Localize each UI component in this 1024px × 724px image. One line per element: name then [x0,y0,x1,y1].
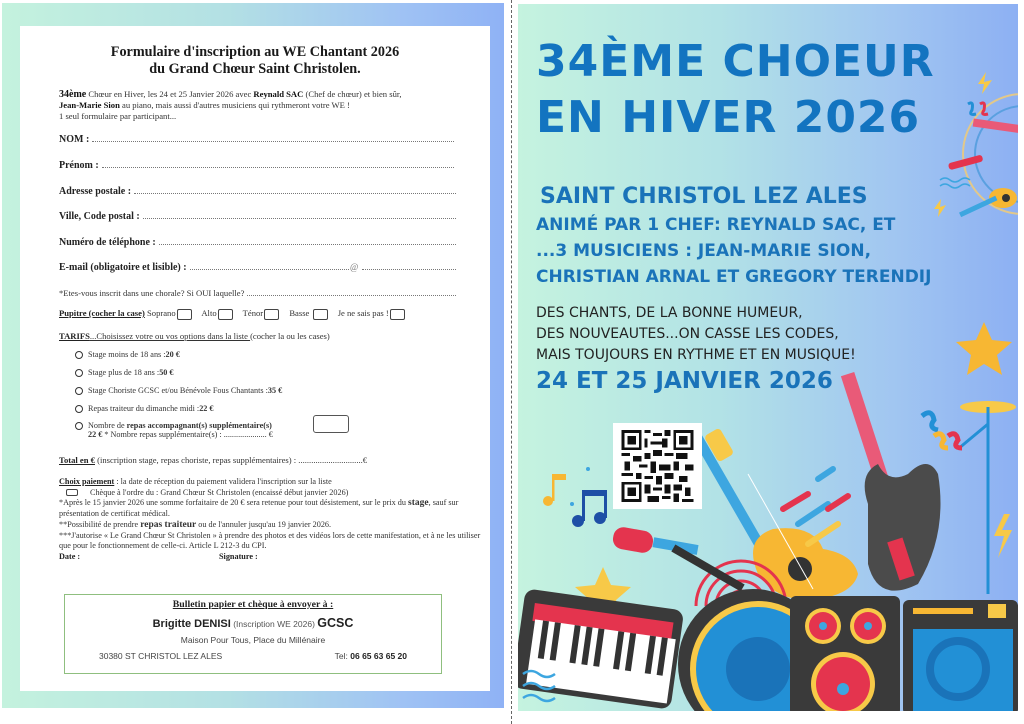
qr-code[interactable] [613,423,702,509]
total-label: Total en € [59,455,95,465]
field-adresse[interactable] [59,186,456,197]
option-basse: Basse [289,308,310,318]
field-telephone[interactable] [59,237,456,248]
field-email[interactable] [59,262,456,273]
intro-part: au piano, mais aussi d'autres musiciens qui rythmeront votre WE ! [119,100,350,110]
recipient-city: 30380 ST CHRISTOL LEZ ALES [99,651,223,661]
radio-icon[interactable] [75,405,83,413]
poster-performers [536,212,931,290]
mailing-title: Bulletin papier et chèque à envoyer à : [172,599,334,610]
option-price: 20 € [165,350,180,359]
note-3: ***J'autorise « Le Grand Chœur St Christolen » à prendre des photos et des vidéos lors de cette manifestation, et à ne les utiliser que pour le fonctionnement de celle-ci. Article L 212-3 du CPI. [59,530,481,551]
radio-icon[interactable] [75,369,83,377]
input-line[interactable] [143,211,456,219]
input-line[interactable] [134,186,456,194]
phone-label: Tel: [334,651,351,661]
chorale-question[interactable] [59,288,456,298]
field-label: E-mail (obligatoire et lisible) : [59,262,187,273]
phone-number: 06 65 63 65 20 [350,651,407,661]
input-line[interactable] [102,160,454,168]
poster-title [536,34,935,146]
option-unknown: Je ne sais pas ! [337,308,389,318]
field-ville[interactable] [59,211,456,222]
option-label-bold: repas accompagnant(s) supplémentaire(s) [126,421,272,430]
option-label: Stage plus de 18 ans : [88,368,160,377]
top-right-decoration-icon [934,72,1018,217]
option-price: 22 € [88,430,103,439]
lightning-icon [994,514,1012,558]
amplifier-icon [903,600,1018,711]
intro-part: (Chef de chœur) et bien sûr, [303,89,402,99]
checkbox-alto[interactable] [218,309,233,320]
field-nom[interactable] [59,134,454,145]
note-1-bold: stage [408,498,429,509]
note-1: *Après le 15 janvier 2026 une somme forfaitaire de 20 € sera retenue pour tout désistement, sur le prix du [59,498,409,508]
description-line3: MAIS TOUJOURS EN RYTHME ET EN MUSIQUE! [536,347,856,363]
total-row[interactable] [59,455,367,465]
microphone-icon [611,526,744,592]
pupitre-label: Pupitre (cocher la case) [59,308,145,318]
qr-code-icon [620,430,695,502]
form-title [20,44,490,78]
poster-location: SAINT CHRISTOL LEZ ALES [540,184,868,209]
intro-part: 1 seul formulaire par participant... [59,111,177,121]
option-label: Nombre de [88,421,127,430]
option-detail: * Nombre repas supplémentaire(s) : ..................... € [102,430,273,439]
poster-title-line2: EN HIVER 2026 [536,92,921,143]
fold-line [511,0,512,724]
field-prenom[interactable] [59,160,454,171]
tarifs-header [59,331,330,341]
note-2: **Possibilité de prendre [59,519,141,529]
question-label: *Etes-vous inscrit dans une chorale? Si OUI laquelle? [59,288,245,298]
recipient-address: Maison Pour Tous, Place du Millénaire [180,635,326,645]
field-label: Numéro de téléphone : [59,237,156,248]
payment-label: Choix paiement [59,477,115,486]
registration-form-page [2,3,504,708]
at-sign: @ [349,262,359,272]
description-line1: DES CHANTS, DE LA BONNE HUMEUR, [536,305,803,321]
inscription-note: (Inscription WE 2026) [230,619,318,629]
option-soprano: Soprano [147,308,176,318]
poster-title-line1: 34ÈME CHOEUR [536,36,935,87]
recipient-name: Brigitte DENISI [152,618,231,630]
form-title-line2: du Grand Chœur Saint Christolen. [149,61,361,77]
payment-text: : la date de réception du paiement validera l'inscription sur la liste [114,477,332,486]
checkbox-cheque[interactable] [66,489,78,496]
intro-text [59,89,479,122]
note-2-bold: repas traiteur [140,519,197,530]
organization: GCSC [317,616,354,630]
checkbox-tenor[interactable] [264,309,279,320]
note-1-end: , sauf sur présentation de certificat médical. [59,498,459,519]
tarifs-instruction: ...Choisissez votre ou vos options dans la liste [89,331,251,341]
option-tenor: Ténor [242,308,264,318]
star-icon [956,322,1012,375]
description-line2: DES NOUVEAUTES...ON CASSE LES CODES, [536,326,839,342]
speaker-icon [790,596,900,711]
radio-icon[interactable] [75,351,83,359]
note-2-end: ou de l'annuler jusqu'au 19 janvier 2026. [196,519,332,529]
form-sheet [20,26,490,691]
extra-meal-quantity-input[interactable] [313,415,349,433]
electric-guitar-icon [841,372,941,591]
checkbox-basse[interactable] [313,309,328,320]
tarif-option-1[interactable] [75,350,180,359]
radio-icon[interactable] [75,422,83,430]
option-price: 35 € [267,386,283,395]
performers-line3: CHRISTIAN ARNAL ET GREGORY TERENDIJ [536,267,932,287]
input-line[interactable] [362,262,456,270]
input-line[interactable] [190,262,349,270]
pianist-name: Jean-Marie Sion [59,100,120,110]
tarif-option-extra-meal[interactable] [75,421,273,439]
performers-line2: ...3 MUSICIENS : JEAN-MARIE SION, [536,241,872,261]
input-line[interactable] [159,237,456,245]
intro-part: Chœur en Hiver, les 24 et 25 Janvier 2026 avec [86,89,254,99]
input-line[interactable] [247,288,456,296]
phone [335,651,407,661]
option-price: 50 € [159,368,174,377]
tarifs-label: TARIFS [59,331,90,341]
extra-meal-text [88,421,273,439]
cheque-option: Chèque à l'ordre du : Grand Chœur St Christolen (encaissé début janvier 2026) [90,487,349,497]
option-label: Repas traiteur du dimanche midi : [88,404,200,413]
keyboard-icon [518,588,684,709]
date-label: Date : [59,551,81,561]
event-poster [518,4,1018,711]
field-label: NOM : [59,134,90,145]
checkbox-unknown[interactable] [390,309,405,320]
total-text: (inscription stage, repas choriste, repas supplémentaires) : ..............................€ [94,455,368,465]
tarif-option-3[interactable] [75,386,282,395]
tarif-option-2[interactable] [75,368,174,377]
field-label: Adresse postale : [59,186,132,197]
checkbox-soprano[interactable] [177,309,192,320]
option-alto: Alto [201,308,217,318]
payment-section [59,477,484,563]
recipient-line [65,616,441,630]
signature-row [59,552,484,563]
performers-line1: ANIMÉ PAR 1 CHEF: REYNALD SAC, ET [536,215,896,235]
field-label: Ville, Code postal : [59,211,140,222]
field-label: Prénom : [59,160,99,171]
chef-name: Reynald SAC [253,89,304,99]
form-title-line1: Formulaire d'inscription au WE Chantant 2026 [110,44,400,60]
input-line[interactable] [92,134,454,142]
radio-icon[interactable] [75,387,83,395]
signature-label: Signature : [219,551,258,561]
mailing-address-box [64,594,442,674]
poster-date: 24 ET 25 JANVIER 2026 [536,368,833,394]
option-label: Stage moins de 18 ans : [88,350,166,359]
option-price: 22 € [199,404,214,413]
edition: 34ème [59,89,87,100]
poster-description [536,303,856,366]
tarif-option-4[interactable] [75,404,214,413]
music-note-icon [543,467,607,527]
pupitre-row [59,308,413,320]
tarifs-note: (cocher la ou les cases) [250,331,330,341]
city-phone-row [65,645,441,661]
option-label: Stage Choriste GCSC et/ou Bénévole Fous Chantants : [88,386,268,395]
